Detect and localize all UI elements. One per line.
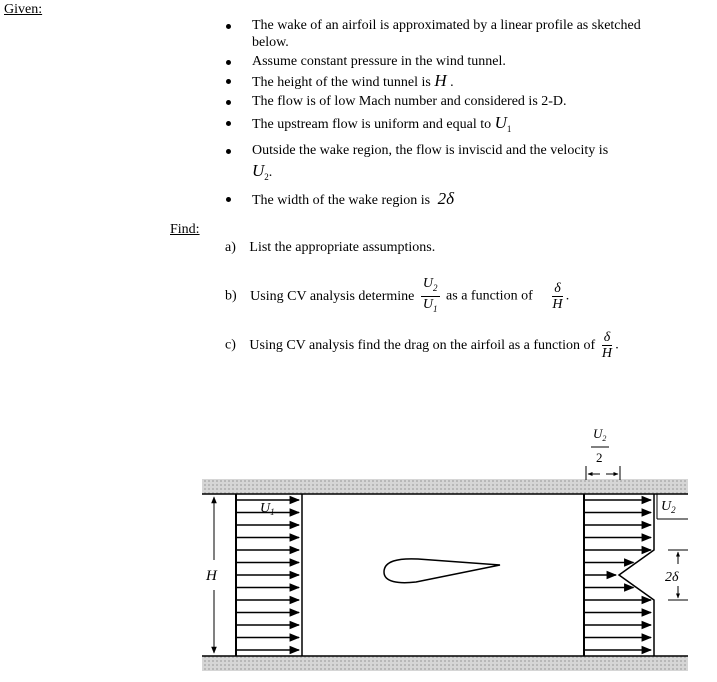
given-item-wake-width: The width of the wake region is 2δ — [220, 190, 660, 209]
find-item-b: b) Using CV analysis determine $\frac{U_2}{U_1}$ as a function of $\frac{\delta}{H}$ . — [225, 276, 569, 317]
wake-width-dimension — [665, 550, 688, 600]
find-item-c: c) Using CV analysis find the drag on the airfoil as a function of $\frac{\delta}{H}$ . — [225, 330, 619, 361]
svg-text:2: 2 — [596, 450, 603, 465]
find-item-a: a) List the appropriate assumptions. — [225, 240, 436, 255]
airfoil-shape — [384, 559, 500, 583]
given-item-pressure: Assume constant pressure in the wind tunnel. — [220, 53, 660, 70]
inlet-profile — [236, 494, 302, 656]
svg-text:U2: $U_2$ — [593, 426, 607, 443]
given-item-upstream: The upstream flow is uniform and equal to $U_1$ — [220, 114, 660, 138]
given-item-height: The height of the wind tunnel is H . — [220, 72, 660, 91]
outlet-velocity-label: $U_2$ — [661, 499, 676, 515]
find-heading: Find: — [170, 222, 200, 237]
fraction-delta-over-h: $\frac{\delta}{H}$ — [601, 330, 612, 361]
inlet-velocity-label: $U_1$ — [260, 501, 275, 517]
fraction-u2-over-u1: $\frac{U_2}{U_1}$ — [422, 276, 438, 314]
height-label: H — [206, 568, 217, 584]
half-velocity-dimension — [586, 426, 620, 480]
tunnel-top-wall — [202, 479, 688, 494]
given-item-outside: Outside the wake region, the flow is inviscid and the velocity is $U_2$. — [220, 142, 660, 186]
given-heading: Given: — [4, 2, 43, 17]
svg-text:2δ: 2δ — [665, 570, 679, 585]
tunnel-bottom-wall — [202, 656, 688, 671]
fraction-delta-over-h: $\frac{\delta}{H}$ — [552, 280, 563, 312]
height-dimension — [205, 497, 218, 653]
given-item-wake: The wake of an airfoil is approximated by a linear profile as sketched below. — [220, 17, 660, 51]
given-item-mach: The flow is of low Mach number and considered is 2-D. — [220, 93, 660, 110]
